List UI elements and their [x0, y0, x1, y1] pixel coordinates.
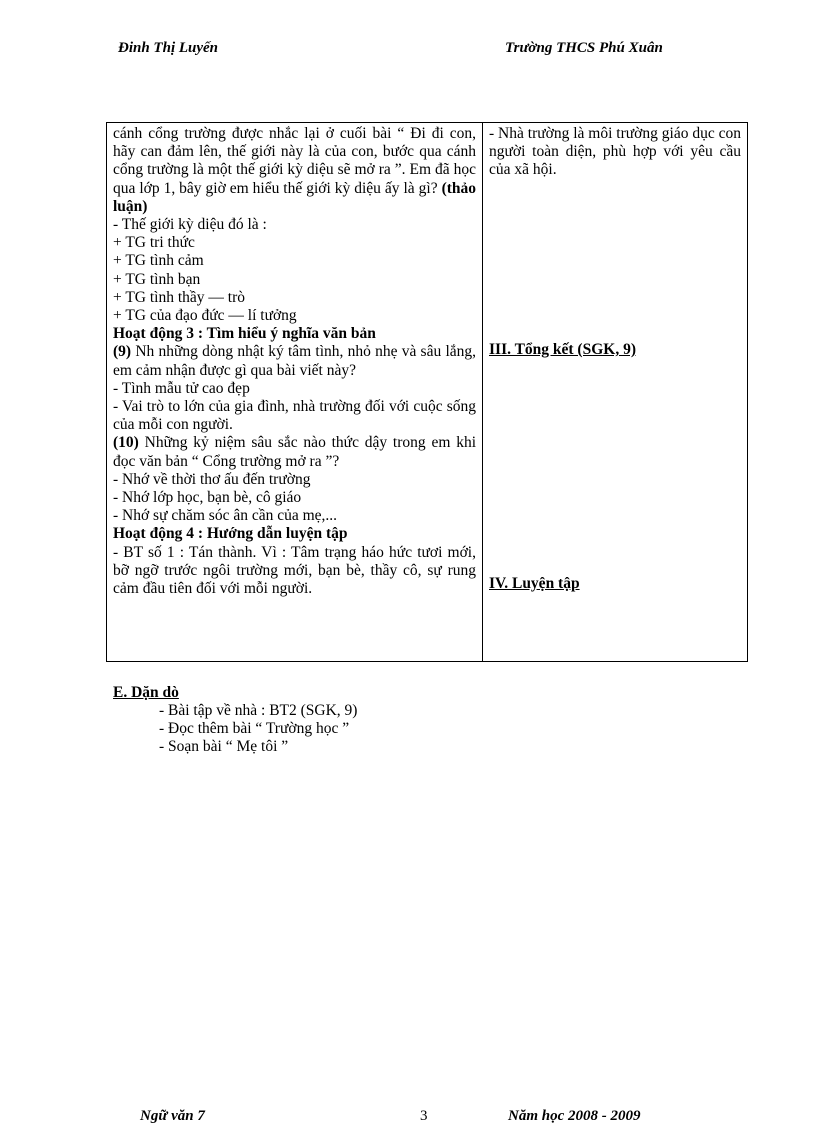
world-item: + TG của đạo đức — lí tưởng: [113, 307, 297, 325]
question-10: (10) Những kỷ niệm sâu sắc nào thức dậy trong em khi đọc văn bản “ Cổng trường mở ra ”?: [113, 434, 476, 470]
q10-answer: - Nhớ về thời thơ ấu đến trường: [113, 470, 311, 488]
q10-answer: - Nhớ sự chăm sóc ân cần của mẹ,...: [113, 507, 338, 525]
homework-section: [113, 684, 357, 756]
footer-school-year: Năm học 2008 - 2009: [508, 1108, 641, 1124]
right-intro-text: - Nhà trường là môi trường giáo dục con người toàn diện, phù hợp với yêu cầu của xã hội.: [489, 125, 741, 179]
table-left-column: [107, 123, 483, 661]
intro-paragraph: cánh cổng trường được nhắc lại ở cuối bài “ Đi đi con, hãy can đảm lên, thế giới này là của con, bước qua cánh cổng trường là một thế giới kỳ diệu sẽ mở ra ”. Em đã học qua lớp 1, bây giờ em hiểu thế giới kỳ diệu ấy là gì? (thảo luận): [113, 125, 477, 215]
intro-tag: (thảo luận): [113, 179, 477, 215]
header-school: Trường THCS Phú Xuân: [505, 40, 663, 56]
homework-item: - Đọc thêm bài “ Trường học ”: [159, 720, 350, 737]
q9-answer: - Vai trò to lớn của gia đình, nhà trường đối với cuộc sống của mỗi con người.: [113, 398, 476, 434]
header-author: Đinh Thị Luyến: [118, 40, 219, 56]
homework-title: E. Dặn dò: [113, 684, 179, 701]
homework-item: - Soạn bài “ Mẹ tôi ”: [159, 738, 289, 755]
lesson-table: [106, 122, 748, 662]
footer-page-number: 3: [420, 1108, 428, 1124]
world-item: + TG tri thức: [113, 234, 195, 252]
footer-subject: Ngữ văn 7: [140, 1108, 205, 1124]
q9-answer: - Tình mẫu tử cao đẹp: [113, 379, 250, 397]
section-3-heading: III. Tổng kết (SGK, 9): [489, 341, 636, 358]
table-right-column: [483, 123, 747, 661]
question-9: (9) Nh những dòng nhật ký tâm tình, nhỏ nhẹ và sâu lắng, em cảm nhận được gì qua bài viết này?: [113, 343, 477, 379]
world-item: + TG tình thầy — trò: [113, 288, 246, 306]
world-item: + TG tình bạn: [113, 270, 201, 288]
world-lead: - Thế giới kỳ diệu đó là :: [113, 216, 267, 234]
world-item: + TG tình cảm: [113, 252, 204, 270]
bt1-text: - BT số 1 : Tán thành. Vì : Tâm trạng háo hức tươi mới, bỡ ngỡ trước ngôi trường mới, bạn bè, thầy cô, sự rung cảm đầu tiên đối với mỗi người.: [113, 543, 476, 598]
activity3-title: Hoạt động 3 : Tìm hiểu ý nghĩa văn bản: [113, 325, 376, 343]
section-4-heading: IV. Luyện tập: [489, 575, 580, 592]
activity4-title: Hoạt động 4 : Hướng dẫn luyện tập: [113, 525, 348, 543]
homework-item: - Bài tập về nhà : BT2 (SGK, 9): [159, 702, 358, 719]
q10-answer: - Nhớ lớp học, bạn bè, cô giáo: [113, 489, 302, 507]
